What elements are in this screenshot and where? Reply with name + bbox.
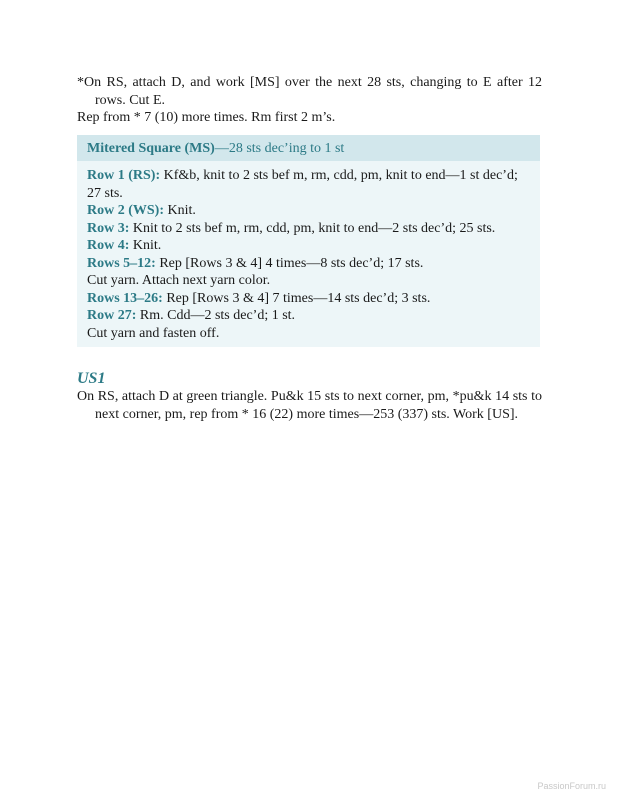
row-text: Cut yarn and fasten off. — [87, 325, 220, 341]
rows-13-26 — [87, 290, 530, 308]
intro-instruction: *On RS, attach D, and work [MS] over the next 28 sts, changing to E after 12 rows. Cut E. — [77, 75, 542, 108]
document-page — [77, 74, 542, 423]
row-3 — [87, 220, 530, 238]
row-label: Rows 13–26: — [87, 290, 163, 306]
section-title: US1 — [77, 370, 106, 387]
section-instruction: On RS, attach D at green triangle. Pu&k 15 sts to next corner, pm, *pu&k 14 sts to next corner, pm, rep from * 16 (22) more times—253 (337) sts. Work [US]. — [77, 389, 542, 422]
cut-yarn-note — [87, 272, 530, 290]
mitered-square-box — [77, 135, 540, 348]
row-label: Rows 5–12: — [87, 255, 156, 271]
row-label: Row 4: — [87, 238, 130, 253]
row-label: Row 1 (RS): — [87, 168, 161, 183]
row-27 — [87, 307, 530, 325]
box-body — [77, 161, 540, 347]
rows-5-12 — [87, 255, 530, 273]
row-text: Knit to 2 sts bef m, rm, cdd, pm, knit to end—2 sts dec’d; 25 sts. — [129, 220, 496, 236]
fasten-off-note — [87, 325, 530, 343]
row-text: Rep [Rows 3 & 4] 7 times—14 sts dec’d; 3 sts. — [162, 290, 431, 306]
intro-repeat: Rep from * 7 (10) more times. Rm first 2 m’s. — [77, 110, 336, 125]
row-text: Kf&b, knit to 2 sts bef m, rm, cdd, pm, knit to end—1 st dec’d; 27 sts. — [87, 168, 518, 201]
box-subtitle: —28 sts dec’ing to 1 st — [214, 140, 345, 156]
row-label: Row 2 (WS): — [87, 203, 164, 218]
row-label: Row 27: — [87, 308, 137, 323]
row-text: Cut yarn. Attach next yarn color. — [87, 273, 271, 288]
box-header — [77, 135, 540, 162]
row-text: Rep [Rows 3 & 4] 4 times—8 sts dec’d; 17 sts. — [155, 255, 424, 271]
row-text: Knit. — [129, 238, 162, 253]
row-1 — [87, 167, 530, 202]
row-4 — [87, 237, 530, 255]
watermark: PassionForum.ru — [537, 780, 606, 791]
row-text: Rm. Cdd—2 sts dec’d; 1 st. — [136, 308, 296, 323]
row-2 — [87, 202, 530, 220]
row-label: Row 3: — [87, 220, 130, 236]
row-text: Knit. — [164, 203, 196, 218]
box-title: Mitered Square (MS) — [87, 140, 215, 156]
